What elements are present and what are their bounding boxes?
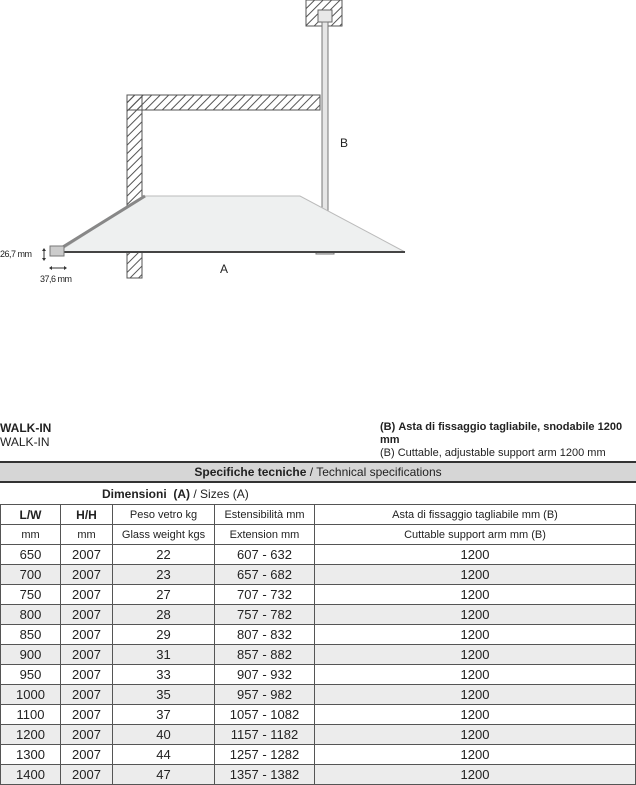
table-cell: 1200 bbox=[315, 685, 636, 705]
table-cell: 23 bbox=[113, 565, 215, 585]
table-cell: 707 - 732 bbox=[215, 585, 315, 605]
table-cell: 907 - 932 bbox=[215, 665, 315, 685]
arm-title-it: (B) Asta di fissaggio tagliabile, snodabile 1200 mm bbox=[380, 421, 623, 446]
svg-text:37,6 mm: 37,6 mm bbox=[40, 274, 72, 284]
table-row bbox=[1, 705, 636, 725]
table-cell: 1100 bbox=[1, 705, 61, 725]
header-cell: Peso vetro kg bbox=[113, 505, 215, 525]
table-cell: 1200 bbox=[315, 665, 636, 685]
table-cell: 2007 bbox=[61, 745, 113, 765]
table-cell: 2007 bbox=[61, 725, 113, 745]
table-cell: 2007 bbox=[61, 605, 113, 625]
header-cell: Glass weight kgs bbox=[113, 525, 215, 545]
table-cell: 1200 bbox=[315, 545, 636, 565]
table-cell: 1200 bbox=[315, 645, 636, 665]
table-row bbox=[1, 765, 636, 785]
table-cell: 2007 bbox=[61, 625, 113, 645]
width-dimension bbox=[40, 266, 72, 284]
table-row bbox=[1, 565, 636, 585]
table-cell: 850 bbox=[1, 625, 61, 645]
dimensions-label: Dimensioni (A) / Sizes (A) bbox=[102, 487, 249, 501]
table-cell: 700 bbox=[1, 565, 61, 585]
header-cell: mm bbox=[1, 525, 61, 545]
table-cell: 2007 bbox=[61, 765, 113, 785]
table-cell: 1200 bbox=[315, 765, 636, 785]
table-cell: 1357 - 1382 bbox=[215, 765, 315, 785]
table-cell: 1200 bbox=[1, 725, 61, 745]
table-row bbox=[1, 605, 636, 625]
table-row bbox=[1, 665, 636, 685]
header-cell: Asta di fissaggio tagliabile mm (B) bbox=[315, 505, 636, 525]
table-row bbox=[1, 745, 636, 765]
table-cell: 27 bbox=[113, 585, 215, 605]
table-cell: 1257 - 1282 bbox=[215, 745, 315, 765]
table-row bbox=[1, 585, 636, 605]
table-cell: 1000 bbox=[1, 685, 61, 705]
table-row bbox=[1, 645, 636, 665]
table-cell: 607 - 632 bbox=[215, 545, 315, 565]
table-cell: 750 bbox=[1, 585, 61, 605]
table-cell: 857 - 882 bbox=[215, 645, 315, 665]
table-cell: 807 - 832 bbox=[215, 625, 315, 645]
spec-header-bar: Specifiche tecniche / Technical specifications bbox=[0, 461, 636, 483]
table-cell: 1157 - 1182 bbox=[215, 725, 315, 745]
label-a: A bbox=[220, 262, 229, 276]
spec-table bbox=[0, 504, 636, 785]
header-cell: H/H bbox=[61, 505, 113, 525]
label-b: B bbox=[340, 136, 349, 150]
table-cell: 33 bbox=[113, 665, 215, 685]
table-cell: 1200 bbox=[315, 565, 636, 585]
glass-panel bbox=[50, 196, 405, 256]
table-cell: 1200 bbox=[315, 745, 636, 765]
table-cell: 1200 bbox=[315, 605, 636, 625]
table-cell: 1200 bbox=[315, 705, 636, 725]
technical-drawing bbox=[0, 0, 636, 300]
header-cell: mm bbox=[61, 525, 113, 545]
table-cell: 2007 bbox=[61, 565, 113, 585]
table-cell: 2007 bbox=[61, 545, 113, 565]
product-name-en: WALK-IN bbox=[0, 435, 50, 449]
table-cell: 1200 bbox=[315, 725, 636, 745]
header-cell: Cuttable support arm mm (B) bbox=[315, 525, 636, 545]
table-cell: 1200 bbox=[315, 585, 636, 605]
table-cell: 800 bbox=[1, 605, 61, 625]
table-subheader-row bbox=[1, 525, 636, 545]
header-cell: L/W bbox=[1, 505, 61, 525]
arm-description bbox=[380, 421, 636, 460]
table-header-row bbox=[1, 505, 636, 525]
table-cell: 40 bbox=[113, 725, 215, 745]
table-cell: 957 - 982 bbox=[215, 685, 315, 705]
table-cell: 650 bbox=[1, 545, 61, 565]
table-cell: 950 bbox=[1, 665, 61, 685]
table-cell: 2007 bbox=[61, 665, 113, 685]
table-row bbox=[1, 725, 636, 745]
table-cell: 35 bbox=[113, 685, 215, 705]
header-cell: Extension mm bbox=[215, 525, 315, 545]
table-cell: 900 bbox=[1, 645, 61, 665]
product-name: WALK-IN bbox=[0, 421, 52, 435]
table-cell: 757 - 782 bbox=[215, 605, 315, 625]
arm-title-en: (B) Cuttable, adjustable support arm 1200 mm bbox=[380, 447, 606, 459]
table-row bbox=[1, 545, 636, 565]
table-row bbox=[1, 685, 636, 705]
table-cell: 44 bbox=[113, 745, 215, 765]
table-cell: 37 bbox=[113, 705, 215, 725]
table-cell: 1057 - 1082 bbox=[215, 705, 315, 725]
header-cell: Estensibilità mm bbox=[215, 505, 315, 525]
table-cell: 31 bbox=[113, 645, 215, 665]
table-row bbox=[1, 625, 636, 645]
table-cell: 1200 bbox=[315, 625, 636, 645]
table-cell: 2007 bbox=[61, 705, 113, 725]
table-cell: 22 bbox=[113, 545, 215, 565]
table-cell: 2007 bbox=[61, 645, 113, 665]
table-cell: 28 bbox=[113, 605, 215, 625]
svg-text:26,7 mm: 26,7 mm bbox=[0, 249, 32, 259]
product-title bbox=[0, 421, 51, 449]
table-cell: 29 bbox=[113, 625, 215, 645]
table-cell: 47 bbox=[113, 765, 215, 785]
table-cell: 657 - 682 bbox=[215, 565, 315, 585]
height-dimension bbox=[0, 248, 46, 261]
table-cell: 2007 bbox=[61, 585, 113, 605]
table-cell: 2007 bbox=[61, 685, 113, 705]
table-cell: 1400 bbox=[1, 765, 61, 785]
table-cell: 1300 bbox=[1, 745, 61, 765]
